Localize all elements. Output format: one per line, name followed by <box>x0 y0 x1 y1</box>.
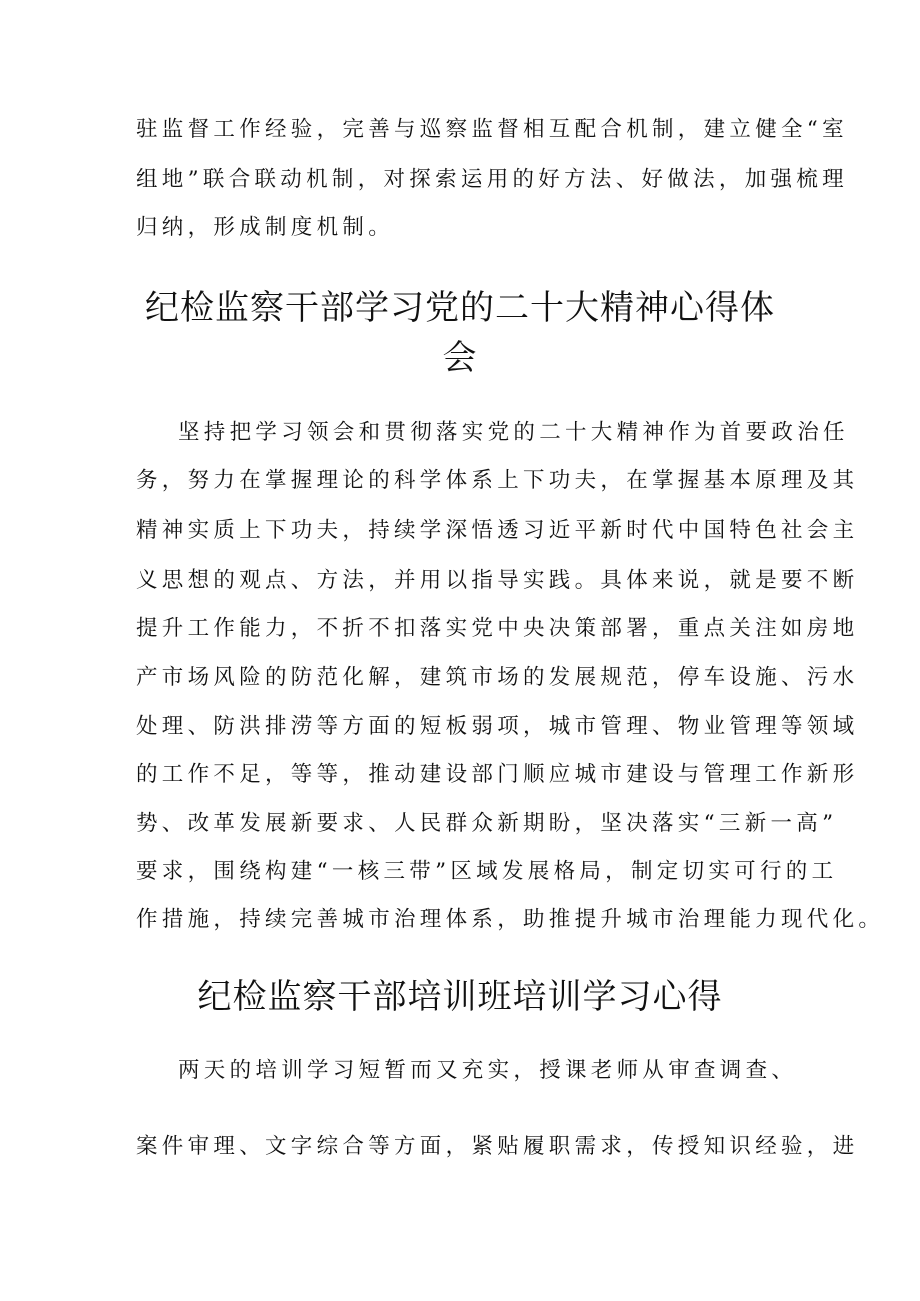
section1-paragraph-line: 处理、防洪排涝等方面的短板弱项，城市管理、物业管理等领域 <box>136 714 859 739</box>
section1-paragraph-line: 势、改革发展新要求、人民群众新期盼，坚决落实“三新一高” <box>136 811 838 836</box>
section2-title: 纪检监察干部培训班培训学习心得 <box>197 977 723 1017</box>
intro-paragraph-line: 组地”联合联动机制，对探索运用的好方法、好做法，加强梳理 <box>136 167 848 192</box>
section1-title-line: 纪检监察干部学习党的二十大精神心得体 <box>145 288 775 328</box>
section1-paragraph-line: 要求，围绕构建“一核三带”区域发展格局，制定切实可行的工 <box>136 859 838 884</box>
intro-paragraph-line: 驻监督工作经验，完善与巡察监督相互配合机制，建立健全“室 <box>136 117 848 142</box>
section1-paragraph-line: 作措施，持续完善城市治理体系，助推提升城市治理能力现代化。 <box>136 907 885 932</box>
section2-paragraph-line: 案件审理、文字综合等方面，紧贴履职需求，传授知识经验，进 <box>136 1134 859 1159</box>
section1-paragraph-line: 坚持把学习领会和贯彻落实党的二十大精神作为首要政治任 <box>178 420 849 445</box>
section2-paragraph-line: 两天的培训学习短暂而又充实，授课老师从审查调查、 <box>178 1058 798 1083</box>
intro-paragraph-line: 归纳，形成制度机制。 <box>136 215 395 240</box>
section1-paragraph-line: 提升工作能力，不折不扣落实党中央决策部署，重点关注如房地 <box>136 616 859 641</box>
section1-paragraph-line: 产市场风险的防范化解，建筑市场的发展规范，停车设施、污水 <box>136 665 859 690</box>
section1-paragraph-line: 义思想的观点、方法，并用以指导实践。具体来说，就是要不断 <box>136 568 859 593</box>
section1-paragraph-line: 务，努力在掌握理论的科学体系上下功夫，在掌握基本原理及其 <box>136 468 859 493</box>
section1-title-line: 会 <box>442 338 478 378</box>
section1-paragraph-line: 精神实质上下功夫，持续学深悟透习近平新时代中国特色社会主 <box>136 518 859 543</box>
section1-paragraph-line: 的工作不足，等等，推动建设部门顺应城市建设与管理工作新形 <box>136 762 859 787</box>
